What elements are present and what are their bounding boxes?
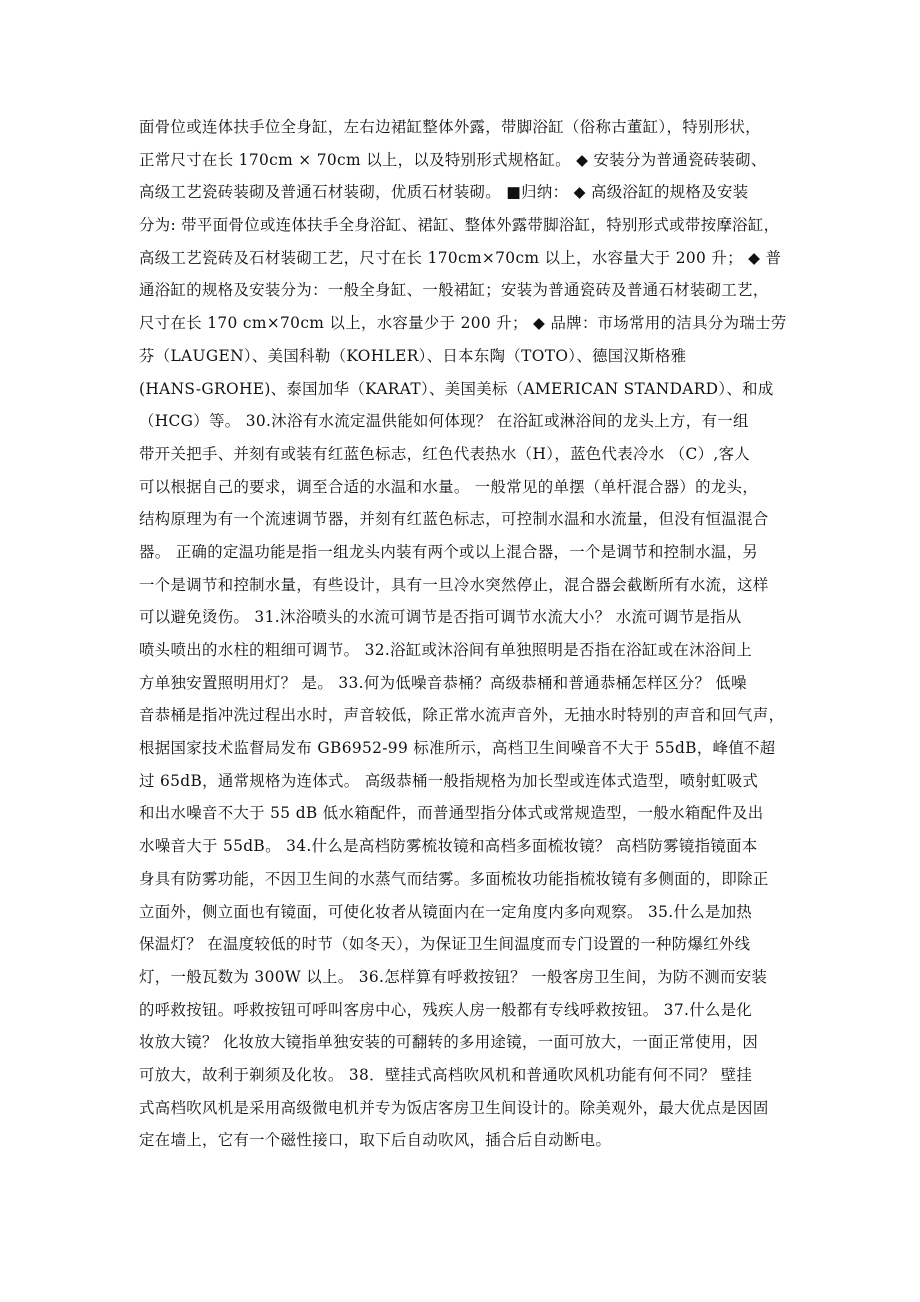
text-line: 通浴缸的规格及安装分为：一般全身缸、一般裙缸；安装为普通瓷砖及普通石材装砌工艺， — [139, 281, 769, 300]
text-line: 芬（LAUGEN）、美国科勒（KOHLER）、日本东陶（TOTO）、德国汉斯格雅 — [139, 346, 687, 365]
text-line: (HANS-GROHE)、泰国加华（KARAT）、美国美标（AMERICAN STANDARD）、和成 — [139, 379, 774, 398]
text-line: 尺寸在长 170 cm×70cm 以上，水容量少于 200 升； ◆ 品牌：市场常用的洁具分为瑞士劳 — [139, 314, 787, 333]
text-line: 一个是调节和控制水量，有些设计，具有一旦冷水突然停止，混合器会截断所有水流，这样 — [139, 575, 769, 594]
text-line: 带开关把手、并刻有或装有红蓝色标志，红色代表热水（H），蓝色代表冷水 （C）,客人 — [139, 444, 751, 463]
text-line: 正常尺寸在长 170cm × 70cm 以上，以及特别形式规格缸。 ◆ 安装分为普通瓷砖装砌、 — [139, 150, 767, 169]
text-line: 立面外，侧立面也有镜面，可使化妆者从镜面内在一定角度内多向观察。 35.什么是加热 — [139, 902, 753, 921]
text-line: 式高档吹风机是采用高级微电机并专为饭店客房卫生间设计的。除美观外，最大优点是因固 — [139, 1098, 769, 1117]
text-line: 可以避免烫伤。 31.沐浴喷头的水流可调节是否指可调节水流大小？ 水流可调节是指从 — [139, 608, 742, 627]
text-line: 定在墙上，它有一个磁性接口，取下后自动吹风，插合后自动断电。 — [139, 1131, 612, 1150]
text-line: 灯，一般瓦数为 300W 以上。 36.怎样算有呼救按钮？ 一般客房卫生间，为防不测而安装 — [139, 967, 768, 986]
text-line: 高级工艺瓷砖及石材装砌工艺，尺寸在长 170cm×70cm 以上，水容量大于 200 升； ◆ 普 — [139, 248, 782, 267]
text-line: 分为: 带平面骨位或连体扶手全身浴缸、裙缸、整体外露带脚浴缸，特别形式或带按摩浴缸， — [139, 216, 780, 235]
text-line: 的呼救按钮。呼救按钮可呼叫客房中心，残疾人房一般都有专线呼救按钮。 37.什么是化 — [139, 1000, 753, 1019]
body-text — [139, 111, 789, 1157]
text-line: 和出水噪音不大于 55 dB 低水箱配件，而普通型指分体式或常规造型，一般水箱配件及出 — [139, 804, 764, 823]
text-line: 方单独安置照明用灯？ 是。 33.何为低噪音恭桶？高级恭桶和普通恭桶怎样区分？ 低噪 — [139, 673, 747, 692]
text-line: 过 65dB，通常规格为连体式。 高级恭桶一般指规格为加长型或连体式造型，喷射虹吸式 — [139, 771, 759, 790]
text-line: 可放大，故利于剃须及化妆。 38．壁挂式高档吹风机和普通吹风机功能有何不同？ 壁挂 — [139, 1065, 753, 1084]
text-line: 音恭桶是指冲洗过程出水时，声音较低，除正常水流声音外，无抽水时特别的声音和回气声， — [139, 706, 785, 725]
text-line: 身具有防雾功能，不因卫生间的水蒸气而结雾。多面梳妆功能指梳妆镜有多侧面的，即除正 — [139, 869, 769, 888]
text-line: 结构原理为有一个流速调节器，并刻有红蓝色标志，可控制水温和水流量，但没有恒温混合 — [139, 510, 769, 529]
text-line: 根据国家技术监督局发布 GB6952-99 标准所示，高档卫生间噪音不大于 55dB，峰值不超 — [139, 739, 776, 758]
text-line: 喷头喷出的水柱的粗细可调节。 32.浴缸或沐浴间有单独照明是否指在浴缸或在沐浴间上 — [139, 641, 753, 659]
text-line: （HCG）等。 30.沐浴有水流定温供能如何体现？ 在浴缸或淋浴间的龙头上方，有一组 — [139, 412, 749, 431]
text-line: 水噪音大于 55dB。 34.什么是高档防雾梳妆镜和高档多面梳妆镜？ 高档防雾镜指镜面本 — [139, 837, 758, 856]
text-line: 面骨位或连体扶手位全身缸，左右边裙缸整体外露，带脚浴缸（俗称古董缸），特别形状， — [139, 118, 761, 136]
text-line: 高级工艺瓷砖装砌及普通石材装砌，优质石材装砌。 ■归纳： ◆ 高级浴缸的规格及安装 — [139, 183, 749, 202]
text-line: 器。 正确的定温功能是指一组龙头内装有两个或以上混合器，一个是调节和控制水温，另 — [139, 542, 759, 561]
text-line: 保温灯？ 在温度较低的时节（如冬天），为保证卫生间温度而专门设置的一种防爆红外线 — [139, 935, 751, 954]
text-line: 可以根据自己的要求，调至合适的水温和水量。 一般常见的单摆（单杆混合器）的龙头， — [139, 477, 759, 496]
text-line: 妆放大镜？ 化妆放大镜指单独安装的可翻转的多用途镜，一面可放大，一面正常使用，因 — [139, 1033, 759, 1052]
